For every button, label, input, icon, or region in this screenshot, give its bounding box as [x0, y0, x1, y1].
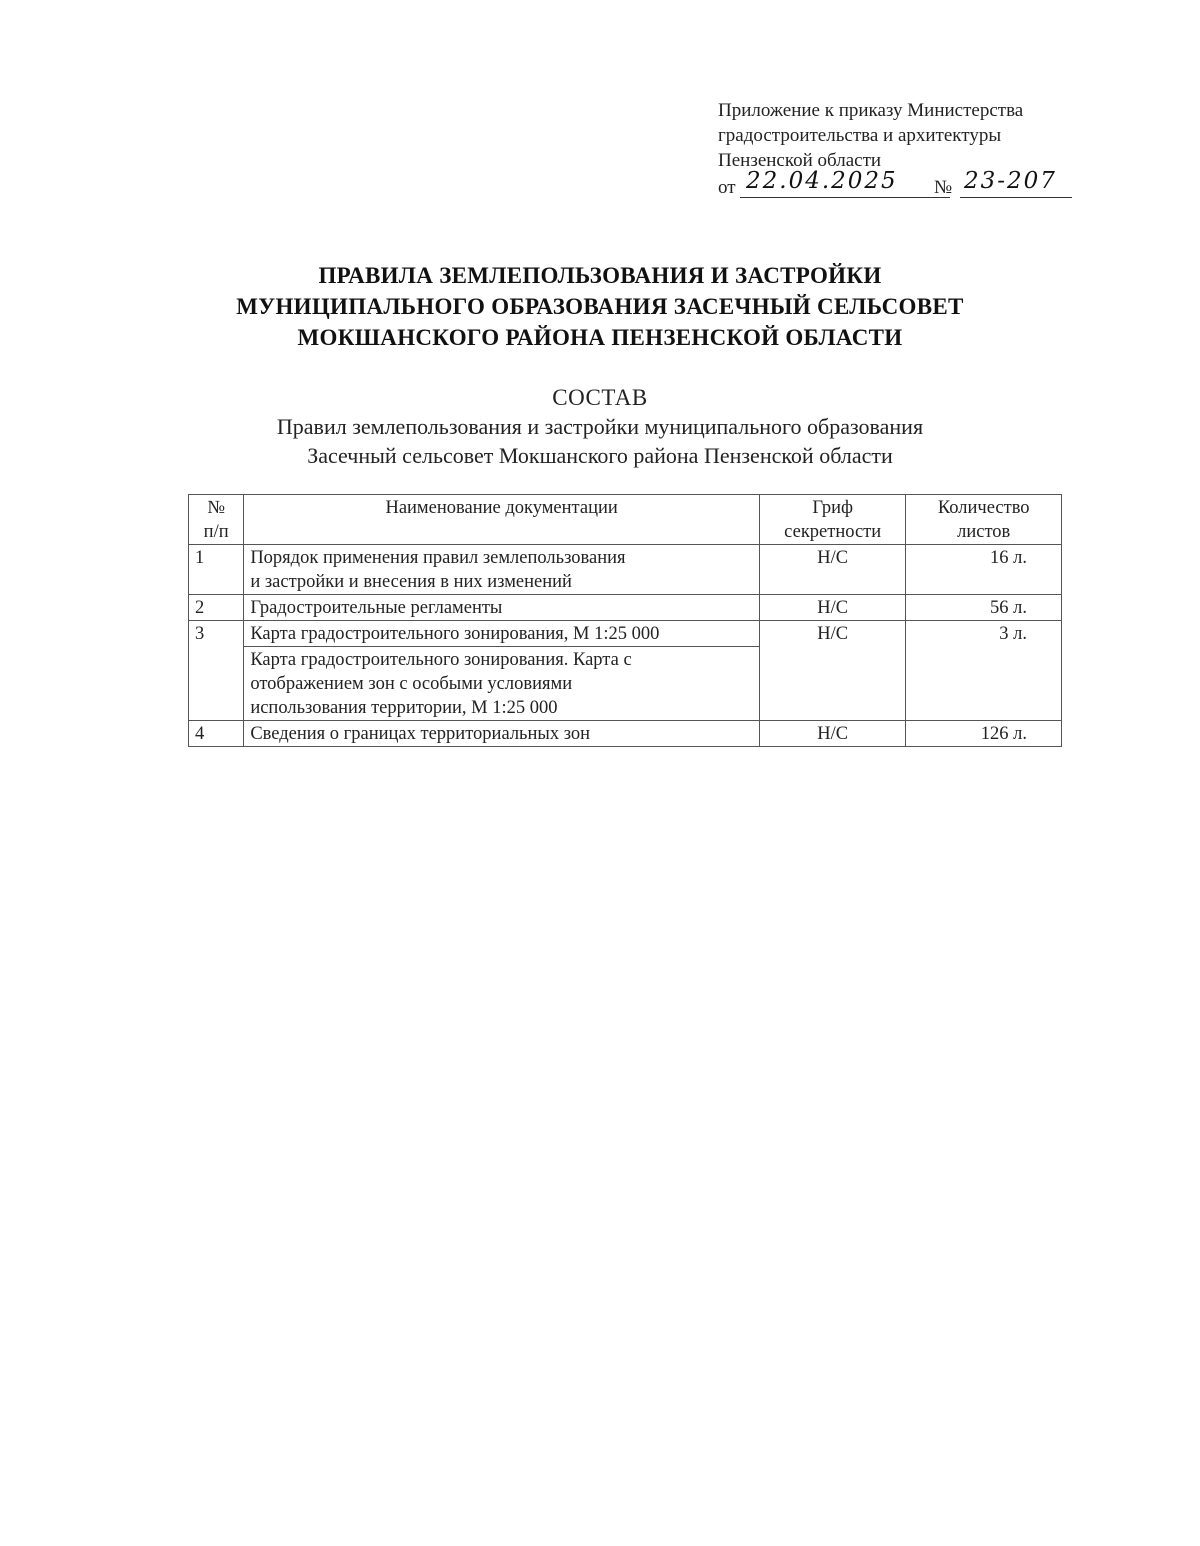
row-name [244, 545, 760, 595]
number-underline [960, 197, 1072, 198]
table-row [189, 721, 1062, 747]
appendix-block [718, 98, 1098, 203]
number-prefix: № [934, 177, 953, 198]
handwritten-number: 23-207 [964, 168, 1057, 194]
row-qty: 56 л. [906, 595, 1062, 621]
row-grif: Н/С [759, 721, 906, 747]
row-name-line-1: Порядок применения правил землепользования [250, 548, 626, 568]
appendix-line-3: Пензенской области [718, 150, 882, 171]
header-qty-line-2: листов [957, 522, 1011, 542]
composition-table [188, 494, 1062, 747]
header-grif-line-1: Гриф [812, 498, 854, 518]
subtitle-line-1: Правил землепользования и застройки муниципального образования [276, 414, 924, 439]
table-header-row [189, 495, 1062, 545]
row-name [244, 647, 760, 721]
row-name: Сведения о границах территориальных зон [244, 721, 760, 747]
row-qty: 126 л. [906, 721, 1062, 747]
subtitle-heading: СОСТАВ [552, 385, 648, 410]
title-line-1: ПРАВИЛА ЗЕМЛЕПОЛЬЗОВАНИЯ И ЗАСТРОЙКИ [318, 263, 882, 288]
row-qty: 3 л. [906, 621, 1062, 721]
row-qty: 16 л. [906, 545, 1062, 595]
row-name: Карта градостроительного зонирования, М 1:25 000 [244, 621, 760, 647]
header-name: Наименование документации [244, 495, 760, 545]
handwritten-date: 22.04.2025 [746, 168, 898, 194]
header-grif [759, 495, 906, 545]
header-qty-line-1: Количество [937, 498, 1030, 518]
row-name-line-2: отображением зон с особыми условиями [250, 674, 573, 694]
table-row [189, 595, 1062, 621]
table-row [189, 621, 1062, 647]
row-name-line-2: и застройки и внесения в них изменений [250, 572, 572, 592]
header-num [189, 495, 244, 545]
appendix-line-2: градостроительства и архитектуры [718, 125, 1002, 146]
date-underline [740, 197, 950, 198]
row-name: Градостроительные регламенты [244, 595, 760, 621]
document-subtitle [0, 383, 1200, 470]
document-title [0, 260, 1200, 353]
table-row [189, 545, 1062, 595]
row-num: 4 [189, 721, 244, 747]
row-grif: Н/С [759, 545, 906, 595]
row-num: 2 [189, 595, 244, 621]
row-num: 1 [189, 545, 244, 595]
header-num-line-1: № [207, 498, 225, 518]
row-name-line-1: Карта градостроительного зонирования. Карта с [250, 650, 632, 670]
row-num: 3 [189, 621, 244, 721]
title-line-2: МУНИЦИПАЛЬНОГО ОБРАЗОВАНИЯ ЗАСЕЧНЫЙ СЕЛЬСОВЕТ [236, 294, 964, 319]
row-grif: Н/С [759, 595, 906, 621]
header-qty [906, 495, 1062, 545]
row-name-line-3: использования территории, М 1:25 000 [250, 698, 558, 718]
appendix-line-1: Приложение к приказу Министерства [718, 100, 1024, 121]
appendix-date-number-line [718, 168, 1098, 203]
title-line-3: МОКШАНСКОГО РАЙОНА ПЕНЗЕНСКОЙ ОБЛАСТИ [297, 325, 903, 350]
row-grif: Н/С [759, 621, 906, 721]
date-prefix: от [718, 177, 736, 198]
subtitle-line-2: Засечный сельсовет Мокшанского района Пензенской области [307, 443, 893, 468]
header-grif-line-2: секретности [784, 522, 882, 542]
header-num-line-2: п/п [203, 522, 229, 542]
